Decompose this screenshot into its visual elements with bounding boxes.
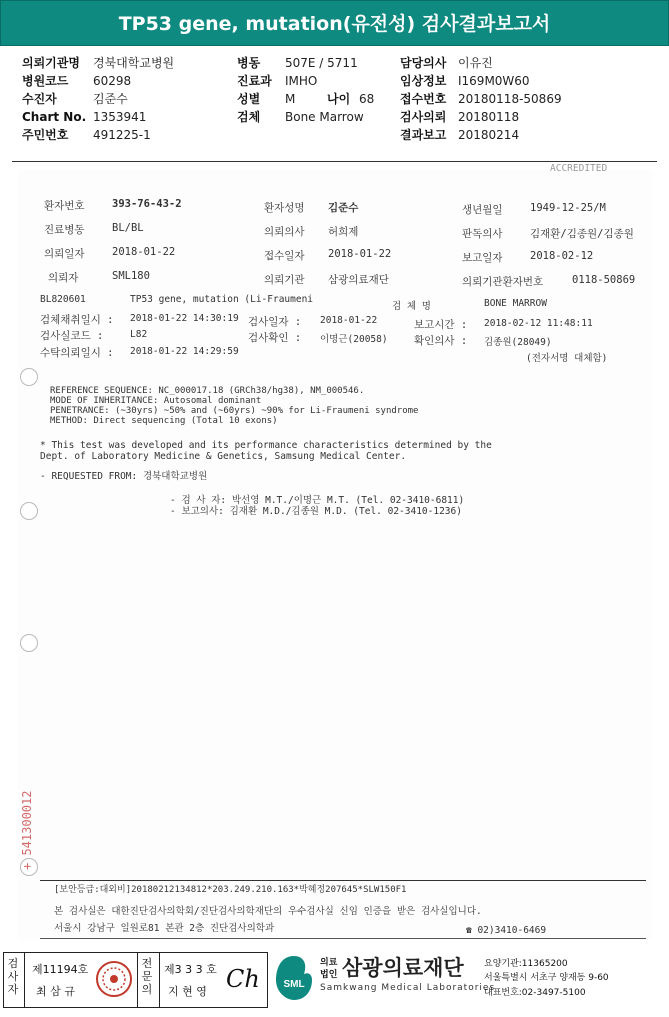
inspector-seal-icon <box>94 959 134 999</box>
specimen: BONE MARROW <box>484 298 547 309</box>
method-line-1: REFERENCE SEQUENCE: NC_000017.18 (GRCh38/hg38), NM_000546. <box>50 386 365 396</box>
method-line-3: PENETRANCE: (~30yrs) ~50% and (~60yrs) ~90% for Li-Fraumeni syndrome <box>50 406 419 416</box>
test-date-value: 2018-01-22 <box>320 315 378 326</box>
note-line-2: Dept. of Laboratory Medicine & Genetics, Samsung Medical Center. <box>40 451 407 462</box>
method-line-4: METHOD: Direct sequencing (Total 10 exons) <box>50 416 278 426</box>
doctor-no: 제3 3 3 호 <box>164 963 217 976</box>
ward-row: 병동 507E / 5711 <box>237 56 358 70</box>
verify-value: 이명근(20058) <box>320 334 388 345</box>
header-divider <box>12 161 657 162</box>
reader: 김재환/김종원/김종원 <box>530 228 634 240</box>
req-date-label: 의뢰일자 <box>44 248 85 260</box>
report-time-value: 2018-02-12 11:48:11 <box>484 318 593 329</box>
report-date-label: 보고일자 <box>462 252 503 264</box>
cut-text: ACCREDITED <box>550 163 608 174</box>
doctor-signature: Ch <box>226 965 260 993</box>
lab-phone: ☎ 02)3410-6469 <box>466 925 547 936</box>
report-title: TP53 gene, mutation(유전성) 검사결과보고서 <box>0 0 669 46</box>
inst-pt: 0118-50869 <box>572 274 636 286</box>
consign-label: 수탁의뢰일시 : <box>40 347 114 359</box>
doctor: 허희제 <box>328 226 359 238</box>
binder-hole <box>20 502 38 520</box>
specimen-row: 검체 Bone Marrow <box>237 110 364 124</box>
staff-line-2: - 보고의사: 김재환 M.D./김종원 M.D. (Tel. 02-3410-1236) <box>170 506 462 517</box>
binder-hole <box>20 368 38 386</box>
security-line: [보안등급:대외비]20180212134812*203.249.210.163*박혜정207645*SLW150F1 <box>54 885 407 895</box>
sex-row: 성별 M 나이 68 <box>237 92 375 106</box>
patient-name: 김준수 <box>328 202 359 214</box>
corp-addr: 서울특별시 서초구 양재동 9-60 <box>484 973 609 983</box>
clinical-info-row: 임상정보 I169M0W60 <box>400 74 530 88</box>
patient-no-label: 환자번호 <box>44 200 85 212</box>
hospital-row: 의뢰기관명 경북대학교병원 <box>22 56 175 70</box>
reader-label: 판독의사 <box>462 228 503 240</box>
req-date: 2018-01-22 <box>112 246 176 258</box>
ward-label: 진료병동 <box>44 224 85 236</box>
resident-no-row: 주민번호 491225-1 <box>22 128 151 142</box>
requested-from: - REQUESTED FROM: 경북대학교병원 <box>40 471 208 482</box>
ward: BL/BL <box>112 222 144 234</box>
test-date-label: 검사일자 : <box>248 316 302 328</box>
inspector-no: 제11194호 <box>32 963 89 976</box>
corp-en: Samkwang Medical Laboratories <box>320 983 496 993</box>
inspector-divider <box>24 953 25 1007</box>
corp-tel: 대표번호:02-3497-5100 <box>484 988 586 998</box>
report-time-label: 보고시간 : <box>414 319 468 331</box>
inst-pt-label: 의뢰기관환자번호 <box>462 276 544 288</box>
request-date-row: 검사의뢰 20180118 <box>400 110 520 124</box>
inst-label: 의뢰기관 <box>264 274 305 286</box>
patient-row: 수진자 김준수 <box>22 92 128 106</box>
accession-row: 접수번호 20180118-50869 <box>400 92 562 106</box>
staff-line-1: - 검 사 자: 박선영 M.T./이명근 M.T. (Tel. 02-3410-6811) <box>170 495 465 506</box>
recv-date-label: 접수일자 <box>264 250 305 262</box>
corp-small-2: 법인 <box>320 970 338 980</box>
specimen-label: 검 체 명 <box>392 301 431 312</box>
dob: 1949-12-25/M <box>530 202 606 214</box>
header-col3 <box>400 54 562 144</box>
verify-label: 검사확인 : <box>248 332 302 344</box>
header-col1 <box>22 54 174 144</box>
scan-bottom-line <box>40 938 646 939</box>
hospital-code-row: 병원코드 60298 <box>22 74 132 88</box>
e-signature-note: (전자서명 대체함) <box>526 353 608 364</box>
collect-value: 2018-01-22 14:30:19 <box>130 313 239 324</box>
inspector-name: 최 삼 규 <box>36 985 75 998</box>
attending-row: 담당의사 이유진 <box>400 56 493 70</box>
requester-label: 의뢰자 <box>48 272 79 284</box>
patient-no: 393-76-43-2 <box>112 198 182 210</box>
lab-address: 서울시 강남구 일원로81 본관 2층 진단검사의학과 <box>54 923 275 934</box>
inst: 삼광의료재단 <box>328 274 389 286</box>
cert-text: 본 검사실은 대한진단검사의학회/진단검사의학재단의 우수검사실 신임 인증을 받은 검사실입니다. <box>54 906 482 917</box>
doctor-vert-label: 전 문 의 <box>141 957 153 996</box>
sml-logo-icon <box>270 952 318 1004</box>
doctor-box-divider <box>137 953 138 1007</box>
inspector-vert-label: 검 사 자 <box>7 957 19 996</box>
side-serial-number: + 541300012 <box>20 790 34 870</box>
lab-code-label: 검사실코드 : <box>40 330 104 342</box>
binder-hole <box>20 634 38 652</box>
result-date-row: 결과보고 20180214 <box>400 128 520 142</box>
method-line-2: MODE OF INHERITANCE: Autosomal dominant <box>50 396 262 406</box>
svg-text:SML: SML <box>283 979 305 990</box>
recv-date: 2018-01-22 <box>328 248 392 260</box>
doctor-inner-divider <box>159 953 160 1007</box>
lab-code-value: L82 <box>130 329 148 340</box>
test-name: TP53 gene, mutation (Li-Fraumeni <box>130 294 314 305</box>
report-date: 2018-02-12 <box>530 250 594 262</box>
confirm-doctor-value: 김종원(28049) <box>484 337 552 348</box>
dob-label: 생년월일 <box>462 204 503 216</box>
doctor-label: 의뢰의사 <box>264 226 305 238</box>
note-line-1: * This test was developed and its performance characteristics determined by the <box>40 440 492 451</box>
chart-no-row: Chart No. 1353941 <box>22 110 147 124</box>
scan-divider <box>40 880 646 881</box>
inspector-box <box>3 952 268 1008</box>
confirm-doctor-label: 확인의사 : <box>414 335 468 347</box>
consign-value: 2018-01-22 14:29:59 <box>130 346 239 357</box>
collect-label: 검체채취일시 : <box>40 314 114 326</box>
test-code: BL820601 <box>40 294 86 305</box>
patient-name-label: 환자성명 <box>264 202 305 214</box>
corp-small-1: 의료 <box>320 958 338 968</box>
corp-name: 삼광의료재단 <box>342 956 464 980</box>
header-col2 <box>237 54 374 126</box>
doctor-name: 지 현 영 <box>168 985 207 998</box>
requester: SML180 <box>112 270 150 282</box>
dept-row: 진료과 IMHO <box>237 74 318 88</box>
care-no: 요양기관:11365200 <box>484 959 568 969</box>
